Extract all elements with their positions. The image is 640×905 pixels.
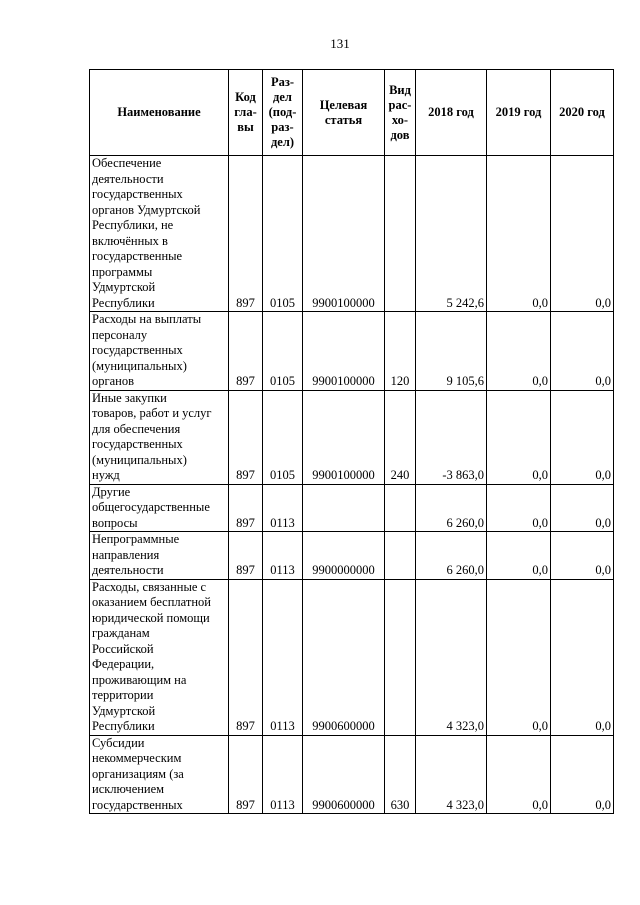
name-line: включённых в [92,233,168,248]
cell-name [90,579,229,735]
cell-section: 0113 [263,735,303,814]
header-line: рас- [388,97,412,112]
cell-name [90,312,229,391]
name-line: Федерации, [92,657,155,671]
name-line: государственные [92,249,183,263]
cell-chapter: 897 [229,532,263,580]
name-line: (муниципальных) [92,358,187,373]
header-line: вы [237,120,254,134]
name-line: Субсидии [92,735,145,750]
name-line: персоналу [92,327,148,342]
cell-y2019: 0,0 [487,156,551,312]
cell-name [90,484,229,532]
cell-section: 0113 [263,484,303,532]
name-line: нужд [92,468,120,482]
cell-expense: 120 [385,312,416,391]
name-line: органов [92,374,135,388]
header-line: дел) [270,135,295,149]
name-line: гражданам [92,626,150,640]
cell-chapter: 897 [229,312,263,391]
cell-chapter: 897 [229,156,263,312]
name-line: Удмуртской [92,703,156,718]
cell-target: 9900100000 [303,312,385,391]
name-line: вопросы [92,515,138,530]
header-line: статья [324,112,363,127]
cell-y2018: 6 260,0 [416,484,487,532]
header-line: хо- [391,112,409,127]
cell-y2020: 0,0 [551,735,614,814]
name-line: Республики [92,719,155,733]
header-row [90,70,614,156]
name-line: для обеспечения [92,421,181,436]
budget-table [89,69,614,814]
name-line: государственных [92,343,183,357]
cell-y2018: -3 863,0 [416,390,487,484]
name-line: проживающим на [92,672,187,687]
name-line: товаров, работ и услуг [92,406,212,420]
cell-target: 9900100000 [303,156,385,312]
cell-section: 0105 [263,156,303,312]
header-line: гла- [234,105,257,119]
name-line: исключением [92,782,165,796]
cell-y2019: 0,0 [487,735,551,814]
name-line: организациям (за [92,766,184,781]
cell-section: 0105 [263,312,303,391]
cell-name [90,532,229,580]
cell-target: 9900000000 [303,532,385,580]
cell-expense [385,156,416,312]
name-line: Республики [92,295,155,310]
header-2019: 2019 год [487,70,551,156]
name-line: программы [92,264,153,279]
header-line: раз- [271,120,294,134]
cell-y2019: 0,0 [487,532,551,580]
header-chapter [229,70,263,156]
cell-target: 9900600000 [303,579,385,735]
cell-chapter: 897 [229,735,263,814]
cell-y2020: 0,0 [551,484,614,532]
header-line: Код [235,90,256,104]
cell-expense: 240 [385,390,416,484]
name-line: государственных [92,187,183,201]
cell-section: 0113 [263,532,303,580]
table-row [90,532,614,580]
header-line: дов [390,127,410,142]
cell-name [90,156,229,312]
name-line: (муниципальных) [92,452,187,467]
header-line: Вид [389,82,411,97]
header-name: Наименование [90,70,229,156]
cell-expense: 630 [385,735,416,814]
cell-y2019: 0,0 [487,390,551,484]
cell-target [303,484,385,532]
name-line: направления [92,547,160,562]
cell-y2020: 0,0 [551,390,614,484]
cell-y2018: 4 323,0 [416,735,487,814]
cell-y2018: 4 323,0 [416,579,487,735]
cell-y2020: 0,0 [551,532,614,580]
cell-expense [385,532,416,580]
cell-y2020: 0,0 [551,156,614,312]
header-section [263,70,303,156]
name-line: государственных [92,437,183,451]
header-line: (под- [268,105,297,119]
cell-chapter: 897 [229,484,263,532]
name-line: государственных [92,797,183,812]
name-line: деятельности [92,563,164,577]
name-line: территории [92,688,154,702]
name-line: органов Удмуртской [92,202,201,217]
cell-y2019: 0,0 [487,484,551,532]
cell-target: 9900600000 [303,735,385,814]
cell-name [90,390,229,484]
page-number: 131 [330,36,350,51]
table-row [90,579,614,735]
name-line: оказанием бесплатной [92,595,211,609]
cell-section: 0113 [263,579,303,735]
name-line: Расходы на выплаты [92,312,202,326]
table-row [90,484,614,532]
name-line: Российской [92,641,154,656]
cell-chapter: 897 [229,390,263,484]
name-line: Удмуртской [92,280,156,294]
cell-expense [385,579,416,735]
cell-y2019: 0,0 [487,579,551,735]
cell-y2020: 0,0 [551,579,614,735]
cell-expense [385,484,416,532]
cell-chapter: 897 [229,579,263,735]
header-line: дел [273,90,292,104]
header-target [303,70,385,156]
cell-name [90,735,229,814]
table-row [90,735,614,814]
header-line: Раз- [270,75,295,89]
name-line: Расходы, связанные с [92,579,207,594]
table-row [90,312,614,391]
table-row [90,156,614,312]
name-line: общегосударственные [92,500,210,514]
name-line: Республики, не [92,218,174,232]
cell-y2019: 0,0 [487,312,551,391]
table-row [90,390,614,484]
header-2018: 2018 год [416,70,487,156]
cell-target: 9900100000 [303,390,385,484]
header-line: Целевая [319,97,368,112]
cell-y2018: 6 260,0 [416,532,487,580]
cell-y2018: 9 105,6 [416,312,487,391]
header-expense [385,70,416,156]
name-line: юридической помощи [92,610,210,625]
cell-section: 0105 [263,390,303,484]
name-line: Другие [92,484,131,499]
name-line: деятельности [92,171,164,186]
name-line: Непрограммные [92,532,180,546]
name-line: некоммерческим [92,751,182,765]
name-line: Обеспечение [92,156,162,170]
cell-y2018: 5 242,6 [416,156,487,312]
header-2020: 2020 год [551,70,614,156]
name-line: Иные закупки [92,390,167,405]
cell-y2020: 0,0 [551,312,614,391]
